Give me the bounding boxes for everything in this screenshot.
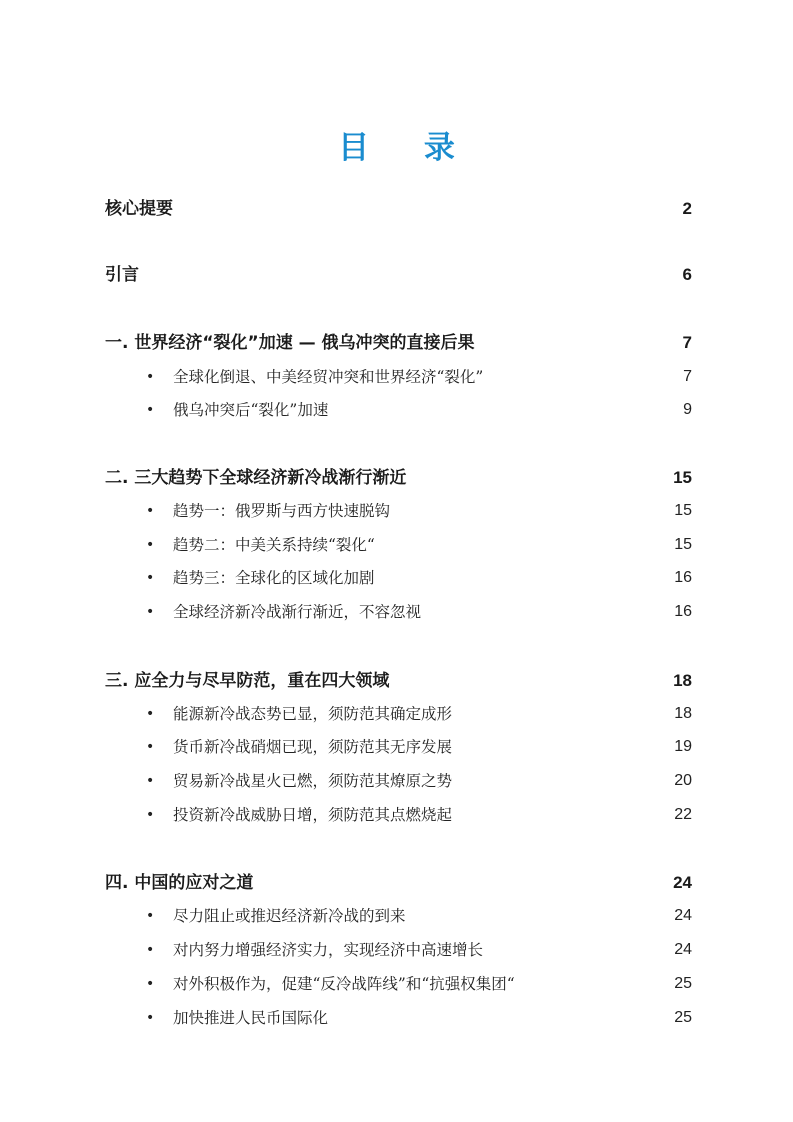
toc-section-label: 一. 世界经济“裂化”加速 — 俄乌冲突的直接后果 xyxy=(105,333,475,353)
bullet-icon: • xyxy=(146,942,155,958)
toc-entry-label: 核心提要 xyxy=(105,199,173,219)
toc-subitem-label: 投资新冷战威胁日增，须防范其点燃烧起 xyxy=(173,806,453,824)
bullet-icon: • xyxy=(146,773,155,789)
toc-entry-page: 2 xyxy=(682,199,692,218)
toc-section-3[interactable] xyxy=(105,668,692,694)
bullet-icon: • xyxy=(146,369,155,385)
toc-subitem-label: 加快推进人民币国际化 xyxy=(173,1009,329,1027)
toc-subitem[interactable] xyxy=(105,802,692,828)
toc-title: 目 录 xyxy=(338,130,477,166)
toc-section-label: 四. 中国的应对之道 xyxy=(105,873,254,893)
toc-section-page: 18 xyxy=(673,671,692,690)
bullet-icon: • xyxy=(146,402,155,418)
toc-section-1[interactable] xyxy=(105,330,692,356)
toc-section-page: 15 xyxy=(673,468,692,487)
toc-subitem-label: 对内努力增强经济实力，实现经济中高速增长 xyxy=(173,941,484,959)
toc-subitem-page: 16 xyxy=(674,569,692,586)
toc-subitem-page: 24 xyxy=(674,907,692,924)
toc-subitem-page: 7 xyxy=(683,368,692,385)
toc-section-page: 7 xyxy=(682,333,692,352)
toc-subitem-label: 俄乌冲突后“裂化”加速 xyxy=(173,401,329,419)
bullet-icon: • xyxy=(146,604,155,620)
toc-subitem[interactable] xyxy=(105,532,692,558)
toc-subitem[interactable] xyxy=(105,768,692,794)
bullet-icon: • xyxy=(146,1010,155,1026)
toc-entry-page: 6 xyxy=(682,265,692,284)
toc-subitem-label: 尽力阻止或推迟经济新冷战的到来 xyxy=(173,907,406,925)
toc-subitem-page: 25 xyxy=(674,975,692,992)
toc-entry-summary[interactable] xyxy=(105,196,692,222)
toc-subitem-label: 能源新冷战态势已显，须防范其确定成形 xyxy=(173,705,453,723)
toc-subitem[interactable] xyxy=(105,364,692,390)
toc-subitem[interactable] xyxy=(105,903,692,929)
toc-entry-label: 引言 xyxy=(105,265,139,285)
toc-subitem[interactable] xyxy=(105,971,692,997)
toc-section-label: 二. 三大趋势下全球经济新冷战渐行渐近 xyxy=(105,468,407,488)
toc-subitem-page: 18 xyxy=(674,705,692,722)
toc-subitem-label: 趋势一：俄罗斯与西方快速脱钩 xyxy=(173,502,391,520)
toc-subitem-page: 22 xyxy=(674,806,692,823)
bullet-icon: • xyxy=(146,807,155,823)
bullet-icon: • xyxy=(146,503,155,519)
toc-subitem-label: 趋势三：全球化的区域化加剧 xyxy=(173,569,375,587)
toc-subitem[interactable] xyxy=(105,701,692,727)
toc-subitem-label: 贸易新冷战星火已燃，须防范其燎原之势 xyxy=(173,772,453,790)
toc-subitem[interactable] xyxy=(105,599,692,625)
toc-subitem-label: 对外积极作为，促建“反冷战阵线”和“抗强权集团“ xyxy=(173,975,515,993)
toc-subitem[interactable] xyxy=(105,734,692,760)
bullet-icon: • xyxy=(146,739,155,755)
toc-subitem-page: 9 xyxy=(683,401,692,418)
bullet-icon: • xyxy=(146,537,155,553)
toc-subitem-label: 全球化倒退、中美经贸冲突和世界经济“裂化” xyxy=(173,368,484,386)
bullet-icon: • xyxy=(146,908,155,924)
bullet-icon: • xyxy=(146,706,155,722)
toc-subitem[interactable] xyxy=(105,498,692,524)
toc-subitem[interactable] xyxy=(105,565,692,591)
toc-section-label: 三. 应全力与尽早防范，重在四大领域 xyxy=(105,671,390,691)
toc-subitem-page: 16 xyxy=(674,603,692,620)
toc-subitem[interactable] xyxy=(105,397,692,423)
toc-subitem-page: 25 xyxy=(674,1009,692,1026)
toc-subitem-page: 15 xyxy=(674,502,692,519)
toc-entry-intro[interactable] xyxy=(105,262,692,288)
toc-subitem-label: 全球经济新冷战渐行渐近，不容忽视 xyxy=(173,603,422,621)
bullet-icon: • xyxy=(146,976,155,992)
bullet-icon: • xyxy=(146,570,155,586)
toc-subitem-page: 19 xyxy=(674,738,692,755)
toc-subitem-label: 货币新冷战硝烟已现，须防范其无序发展 xyxy=(173,738,453,756)
toc-section-2[interactable] xyxy=(105,465,692,491)
toc-subitem-page: 24 xyxy=(674,941,692,958)
toc-subitem-page: 15 xyxy=(674,536,692,553)
toc-section-page: 24 xyxy=(673,873,692,892)
toc-subitem-label: 趋势二：中美关系持续“裂化“ xyxy=(173,536,375,554)
toc-subitem[interactable] xyxy=(105,1005,692,1031)
toc-subitem-page: 20 xyxy=(674,772,692,789)
toc-section-4[interactable] xyxy=(105,870,692,896)
toc-subitem[interactable] xyxy=(105,937,692,963)
